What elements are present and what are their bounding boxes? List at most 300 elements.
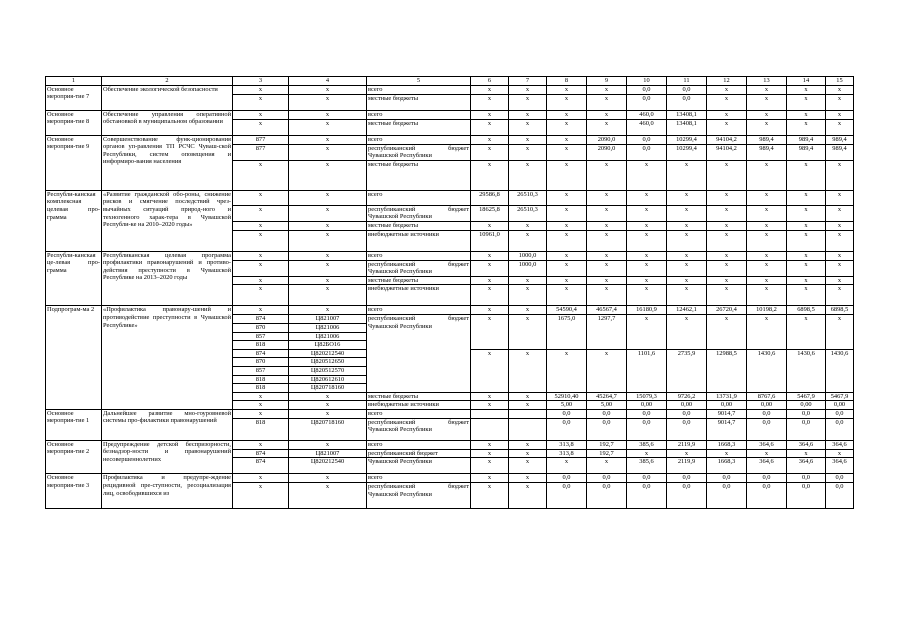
value-cell: x — [471, 474, 509, 483]
value-cell: x — [667, 449, 707, 458]
value-cell: 26720,4 — [707, 306, 747, 315]
value-cell: x — [826, 449, 854, 458]
value-cell: x — [547, 135, 587, 144]
funding-source-cell: всего — [367, 135, 471, 144]
value-cell: x — [627, 449, 667, 458]
value-cell: 0,00 — [747, 401, 787, 410]
funding-source-cell: всего — [367, 110, 471, 119]
target-code-cell: x — [289, 251, 367, 260]
value-cell: x — [667, 205, 707, 221]
funding-source-cell: всего — [367, 190, 471, 205]
value-cell: x — [707, 230, 747, 251]
value-cell: 45264,7 — [587, 392, 627, 401]
target-code-cell: x — [289, 409, 367, 418]
value-cell: x — [667, 285, 707, 306]
value-cell: x — [547, 110, 587, 119]
value-cell: 0,0 — [747, 418, 787, 440]
value-cell: 18625,8 — [471, 205, 509, 221]
value-cell: x — [471, 260, 509, 276]
value-cell: x — [787, 315, 826, 349]
subprogram-code: Подпрограм-ма 2 — [46, 306, 102, 410]
value-cell: x — [787, 94, 826, 110]
value-cell: x — [509, 306, 547, 315]
value-cell: 12988,5 — [707, 349, 747, 392]
value-cell: x — [787, 285, 826, 306]
value-cell: 1297,7 — [587, 315, 627, 349]
value-cell: x — [471, 144, 509, 160]
value-cell: x — [471, 483, 509, 509]
value-cell: x — [747, 85, 787, 94]
target-code-cell: x — [289, 144, 367, 160]
funding-source-cell: внебюджетные источники — [367, 401, 471, 410]
value-cell: x — [747, 260, 787, 276]
value-cell: x — [547, 205, 587, 221]
gov-code-cell: 857 — [233, 366, 289, 375]
value-cell: 2119,9 — [667, 458, 707, 474]
value-cell: x — [547, 85, 587, 94]
value-cell: x — [471, 276, 509, 285]
value-cell: 0,0 — [667, 474, 707, 483]
measure-code: Основное мероприя-тие 3 — [46, 474, 102, 509]
value-cell: x — [627, 315, 667, 349]
target-code-cell: x — [289, 285, 367, 306]
value-cell: 54590,4 — [547, 306, 587, 315]
target-code-cell: x — [289, 440, 367, 449]
value-cell: 13408,1 — [667, 110, 707, 119]
gov-code-cell: x — [233, 190, 289, 205]
target-code-cell: x — [289, 135, 367, 144]
value-cell: 0,0 — [627, 418, 667, 440]
gov-code-cell: 818 — [233, 418, 289, 440]
value-cell: 364,6 — [787, 440, 826, 449]
table-row — [46, 306, 854, 315]
value-cell: 0,0 — [627, 483, 667, 509]
value-cell: 460,0 — [627, 110, 667, 119]
column-header: 3 — [233, 77, 289, 86]
value-cell: x — [547, 458, 587, 474]
target-code-cell: Ц821006 — [289, 323, 367, 332]
value-cell — [509, 418, 547, 440]
funding-source-cell: республиканский бюджет Чувашской Республики — [367, 418, 471, 440]
value-cell: x — [509, 349, 547, 392]
value-cell: 0,0 — [787, 483, 826, 509]
column-header: 9 — [587, 77, 627, 86]
funding-source-cell: местные бюджеты — [367, 276, 471, 285]
value-cell: x — [707, 260, 747, 276]
value-cell: x — [587, 94, 627, 110]
value-cell: x — [547, 144, 587, 160]
value-cell: x — [747, 110, 787, 119]
gov-code-cell: x — [233, 401, 289, 410]
value-cell: x — [787, 119, 826, 135]
table-row — [46, 251, 854, 260]
funding-source-cell: республиканский бюджет Чувашской Республики — [368, 144, 469, 160]
value-cell: x — [509, 119, 547, 135]
value-cell: x — [826, 110, 854, 119]
value-cell: x — [547, 276, 587, 285]
funding-source-cell: внебюджетные источники — [367, 230, 471, 251]
target-code-cell: Ц820718160 — [289, 418, 367, 440]
value-cell: x — [707, 190, 747, 205]
value-cell: 0,0 — [707, 474, 747, 483]
value-cell: x — [707, 110, 747, 119]
value-cell: 29586,8 — [471, 190, 509, 205]
value-cell: x — [509, 285, 547, 306]
gov-code-cell: 874 — [233, 349, 289, 358]
value-cell: 0,0 — [627, 94, 667, 110]
value-cell: 0,0 — [747, 474, 787, 483]
value-cell: x — [471, 160, 509, 190]
value-cell: x — [707, 449, 747, 458]
value-cell: x — [471, 458, 509, 474]
value-cell: 10299,4 — [667, 135, 707, 144]
value-cell: 52910,40 — [547, 392, 587, 401]
target-code-cell: Ц820718160 — [289, 384, 367, 393]
value-cell: x — [707, 315, 747, 349]
value-cell — [509, 409, 547, 418]
value-cell: 989,4 — [747, 135, 787, 144]
value-cell: 12462,1 — [667, 306, 707, 315]
funding-source-cell: республиканский бюджет — [367, 449, 471, 458]
value-cell: x — [747, 449, 787, 458]
value-cell: 46567,4 — [587, 306, 627, 315]
value-cell: x — [787, 190, 826, 205]
value-cell: 0,0 — [667, 94, 707, 110]
target-code-cell: Ц82БО16 — [289, 341, 367, 350]
target-code-cell: Ц820212540 — [289, 458, 367, 474]
value-cell: 460,0 — [627, 119, 667, 135]
value-cell: 5467,9 — [787, 392, 826, 401]
column-header: 6 — [471, 77, 509, 86]
value-cell: 94104,2 — [707, 144, 747, 160]
value-cell: x — [747, 251, 787, 260]
value-cell: x — [747, 190, 787, 205]
measure-name: «Развитие гражданской обо-роны, снижение рисков и смягчение последствий чрез-вычайных ситуаций природ-ного и техногенного харак-тера в Чувашской Республи-ке на 2010–2020 годы» — [102, 190, 233, 251]
target-code-cell: x — [289, 474, 367, 483]
measure-name: Профилактика и предупре-ждение рецидивной пре-ступности, ресоциализация лиц, освободившихся из — [102, 474, 233, 509]
value-cell: 1000,0 — [509, 260, 547, 276]
value-cell: x — [667, 276, 707, 285]
gov-code-cell: 818 — [233, 341, 289, 350]
target-code-cell: Ц820212540 — [289, 349, 367, 358]
gov-code-cell: x — [233, 306, 289, 315]
value-cell: x — [787, 110, 826, 119]
value-cell: x — [587, 160, 627, 190]
funding-source-cell: республиканский бюджет Чувашской Республики — [367, 483, 471, 509]
value-cell: x — [826, 285, 854, 306]
value-cell: 0,0 — [627, 135, 667, 144]
value-cell: 0,0 — [627, 144, 667, 160]
value-cell: 385,6 — [627, 458, 667, 474]
value-cell: x — [471, 315, 509, 349]
measure-name: Предупреждение детской беспризорности, безнадзор-ности и правонарушений несовершеннолетних — [102, 440, 233, 474]
gov-code-cell: x — [233, 230, 289, 251]
measure-code: Республи-канская комплексная целевая про-грамма — [46, 190, 102, 251]
value-cell: x — [587, 221, 627, 230]
value-cell: x — [509, 85, 547, 94]
value-cell: x — [471, 349, 509, 392]
gov-code-cell: x — [233, 440, 289, 449]
gov-code-cell: x — [233, 285, 289, 306]
value-cell: 385,6 — [627, 440, 667, 449]
value-cell: x — [667, 190, 707, 205]
value-cell: x — [587, 349, 627, 392]
gov-code-cell: 857 — [233, 332, 289, 341]
measure-name: Обеспечение управления оперативной обстановкой в муниципальном образовании — [102, 110, 233, 135]
value-cell: 26510,3 — [509, 190, 547, 205]
gov-code-cell: 818 — [233, 375, 289, 384]
value-cell: x — [627, 251, 667, 260]
value-cell: x — [787, 85, 826, 94]
value-cell: x — [667, 251, 707, 260]
target-code-cell: x — [289, 205, 367, 221]
value-cell: 192,7 — [587, 440, 627, 449]
value-cell: 0,00 — [627, 401, 667, 410]
value-cell: x — [826, 205, 854, 221]
column-header: 14 — [787, 77, 826, 86]
measure-name: Обеспечение экологической безопасности — [102, 85, 233, 110]
measure-name: Республиканская целевая программа профилактики правонарушений и противо-действия преступности в Чувашской Республике на 2013–2020 годы — [102, 251, 233, 306]
target-code-cell: x — [289, 260, 367, 276]
value-cell: x — [509, 458, 547, 474]
value-cell: 0,0 — [787, 409, 826, 418]
value-cell: 26510,3 — [509, 205, 547, 221]
measure-code: Основное мероприя-тие 7 — [46, 85, 102, 110]
measure-code: Основное мероприя-тие 9 — [46, 135, 102, 190]
gov-code-cell: x — [233, 205, 289, 221]
value-cell: x — [471, 440, 509, 449]
value-cell: 94104,2 — [707, 135, 747, 144]
funding-source-cell: республиканский бюджет Чувашской Республики — [368, 260, 469, 276]
value-cell: 1430,6 — [747, 349, 787, 392]
value-cell: 0,0 — [547, 483, 587, 509]
value-cell: x — [471, 135, 509, 144]
value-cell: x — [587, 285, 627, 306]
funding-source-cell: местные бюджеты — [367, 119, 471, 135]
value-cell: x — [826, 230, 854, 251]
value-cell: x — [787, 449, 826, 458]
value-cell: x — [707, 251, 747, 260]
value-cell: 0,0 — [587, 418, 627, 440]
funding-source-cell: местные бюджеты — [367, 94, 471, 110]
value-cell: 2090,0 — [587, 144, 627, 160]
value-cell: 5467,9 — [826, 392, 854, 401]
value-cell: x — [509, 110, 547, 119]
value-cell: 0,0 — [627, 85, 667, 94]
value-cell: x — [471, 285, 509, 306]
value-cell: x — [547, 260, 587, 276]
column-header: 4 — [289, 77, 367, 86]
value-cell: x — [509, 483, 547, 509]
value-cell: x — [509, 449, 547, 458]
value-cell: 0,0 — [547, 474, 587, 483]
target-code-cell: Ц820512650 — [289, 358, 367, 367]
value-cell: 0,0 — [826, 483, 854, 509]
value-cell: x — [787, 260, 826, 276]
value-cell: x — [587, 205, 627, 221]
column-header: 2 — [102, 77, 233, 86]
value-cell: 13731,9 — [707, 392, 747, 401]
value-cell: x — [826, 190, 854, 205]
value-cell: 364,6 — [747, 458, 787, 474]
value-cell: 0,0 — [667, 418, 707, 440]
gov-code-cell: x — [233, 110, 289, 119]
column-header: 11 — [667, 77, 707, 86]
value-cell: x — [587, 276, 627, 285]
value-cell: 1675,0 — [547, 315, 587, 349]
value-cell: 989,4 — [826, 135, 854, 144]
target-code-cell: x — [289, 483, 367, 509]
value-cell: x — [707, 119, 747, 135]
value-cell: x — [587, 110, 627, 119]
target-code-cell: Ц821006 — [289, 332, 367, 341]
column-header: 10 — [627, 77, 667, 86]
gov-code-cell: 874 — [233, 449, 289, 458]
value-cell: x — [747, 221, 787, 230]
target-code-cell: Ц821007 — [289, 315, 367, 324]
value-cell: x — [547, 94, 587, 110]
value-cell: x — [667, 315, 707, 349]
value-cell: 1101,6 — [627, 349, 667, 392]
table-row — [46, 135, 854, 144]
value-cell: x — [587, 190, 627, 205]
budget-table — [45, 76, 854, 509]
target-code-cell: Ц820612610 — [289, 375, 367, 384]
value-cell: 0,0 — [667, 409, 707, 418]
value-cell: x — [587, 458, 627, 474]
value-cell: x — [826, 160, 854, 190]
value-cell: x — [787, 221, 826, 230]
value-cell: 9014,7 — [707, 409, 747, 418]
value-cell: 0,0 — [707, 483, 747, 509]
value-cell: x — [547, 221, 587, 230]
value-cell: 0,00 — [667, 401, 707, 410]
value-cell: x — [627, 160, 667, 190]
value-cell: 989,4 — [787, 144, 826, 160]
value-cell: x — [509, 474, 547, 483]
gov-code-cell: x — [233, 251, 289, 260]
gov-code-cell: 874 — [233, 315, 289, 324]
value-cell: x — [747, 160, 787, 190]
column-header: 13 — [747, 77, 787, 86]
target-code-cell: x — [289, 119, 367, 135]
value-cell: x — [707, 160, 747, 190]
value-cell: x — [667, 230, 707, 251]
value-cell: x — [707, 205, 747, 221]
value-cell: 10299,4 — [667, 144, 707, 160]
value-cell — [471, 409, 509, 418]
gov-code-cell: x — [233, 119, 289, 135]
value-cell: x — [747, 119, 787, 135]
value-cell: 0,0 — [826, 418, 854, 440]
value-cell: 0,0 — [587, 409, 627, 418]
funding-source-cell: местные бюджеты — [367, 221, 471, 230]
gov-code-cell: x — [233, 276, 289, 285]
value-cell: 0,00 — [787, 401, 826, 410]
target-code-cell: x — [289, 230, 367, 251]
value-cell: 13408,1 — [667, 119, 707, 135]
value-cell: x — [509, 230, 547, 251]
value-cell: x — [826, 315, 854, 349]
measure-code: Основное мероприя-тие 2 — [46, 440, 102, 474]
value-cell: x — [787, 276, 826, 285]
value-cell: x — [627, 221, 667, 230]
value-cell: 1430,6 — [826, 349, 854, 392]
value-cell: 1430,6 — [787, 349, 826, 392]
column-header: 12 — [707, 77, 747, 86]
table-row — [46, 110, 854, 119]
gov-code-cell: 818 — [233, 384, 289, 393]
value-cell: 0,0 — [587, 483, 627, 509]
table-row — [46, 190, 854, 205]
gov-code-cell: 874 — [233, 458, 289, 474]
value-cell: 313,8 — [547, 449, 587, 458]
value-cell: x — [627, 276, 667, 285]
value-cell: x — [747, 205, 787, 221]
value-cell: x — [747, 276, 787, 285]
funding-source-cell: всего — [367, 409, 471, 418]
value-cell: 6898,5 — [826, 306, 854, 315]
value-cell: x — [509, 276, 547, 285]
value-cell: x — [547, 119, 587, 135]
column-header: 15 — [826, 77, 854, 86]
funding-source-cell: республиканский бюджет Чувашской Республики — [367, 315, 471, 392]
column-header: 5 — [367, 77, 471, 86]
target-code-cell: Ц821007 — [289, 449, 367, 458]
value-cell: 10198,2 — [747, 306, 787, 315]
value-cell: x — [826, 221, 854, 230]
table-row — [46, 409, 854, 418]
value-cell: 0,0 — [747, 483, 787, 509]
value-cell: 0,0 — [667, 483, 707, 509]
value-cell: x — [471, 401, 509, 410]
table-row — [46, 474, 854, 483]
value-cell: x — [509, 160, 547, 190]
value-cell: x — [627, 190, 667, 205]
funding-source-cell: всего — [367, 85, 471, 94]
value-cell: x — [787, 251, 826, 260]
value-cell: x — [509, 401, 547, 410]
target-code-cell: x — [289, 160, 367, 190]
value-cell: x — [547, 349, 587, 392]
value-cell: x — [826, 260, 854, 276]
value-cell: x — [627, 260, 667, 276]
funding-source-cell: всего — [367, 474, 471, 483]
gov-code-cell: x — [233, 483, 289, 509]
value-cell: x — [547, 190, 587, 205]
column-header: 8 — [547, 77, 587, 86]
value-cell: 2735,9 — [667, 349, 707, 392]
value-cell: 0,0 — [627, 474, 667, 483]
value-cell: x — [509, 135, 547, 144]
value-cell: 364,6 — [826, 440, 854, 449]
gov-code-cell: 870 — [233, 358, 289, 367]
value-cell: 364,6 — [826, 458, 854, 474]
value-cell: x — [509, 440, 547, 449]
funding-source-cell: всего — [367, 306, 471, 315]
value-cell: x — [707, 285, 747, 306]
value-cell: x — [509, 144, 547, 160]
value-cell: x — [509, 94, 547, 110]
value-cell: x — [627, 205, 667, 221]
value-cell: x — [587, 230, 627, 251]
value-cell: x — [667, 221, 707, 230]
value-cell: 10961,0 — [471, 230, 509, 251]
gov-code-cell: x — [233, 260, 289, 276]
value-cell: x — [547, 251, 587, 260]
table-row — [46, 85, 854, 94]
value-cell: x — [471, 119, 509, 135]
